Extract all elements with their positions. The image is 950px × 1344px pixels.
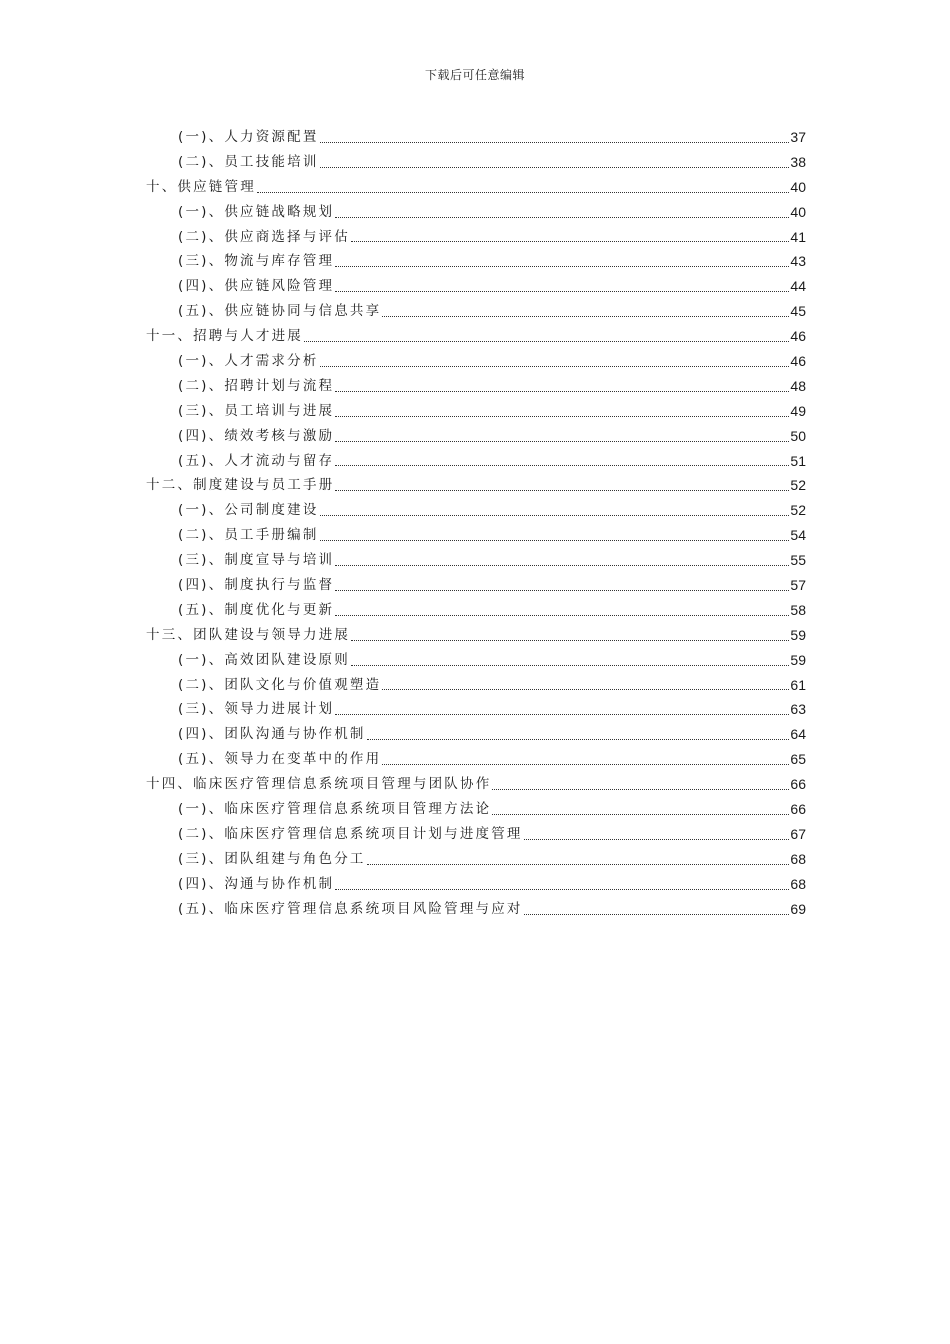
toc-section-entry[interactable] bbox=[146, 747, 806, 772]
toc-section-entry[interactable] bbox=[146, 548, 806, 573]
toc-dot-leader bbox=[351, 665, 789, 666]
toc-entry-title: (一)、公司制度建设 bbox=[178, 502, 319, 519]
toc-entry-title: (五)、领导力在变革中的作用 bbox=[178, 751, 382, 768]
toc-chapter-entry[interactable] bbox=[146, 772, 806, 797]
toc-chapter-entry[interactable] bbox=[146, 473, 806, 498]
toc-dot-leader bbox=[335, 416, 789, 417]
toc-entry-title: (四)、团队沟通与协作机制 bbox=[178, 726, 366, 743]
toc-entry-page-number: 49 bbox=[790, 402, 806, 419]
toc-entry-page-number: 55 bbox=[790, 552, 806, 569]
toc-entry-page-number: 43 bbox=[790, 253, 806, 270]
toc-section-entry[interactable] bbox=[146, 274, 806, 299]
toc-dot-leader bbox=[492, 814, 789, 815]
toc-dot-leader bbox=[335, 441, 789, 442]
toc-entry-page-number: 50 bbox=[790, 427, 806, 444]
toc-section-entry[interactable] bbox=[146, 225, 806, 250]
toc-dot-leader bbox=[335, 465, 789, 466]
toc-entry-title: (三)、物流与库存管理 bbox=[178, 253, 335, 270]
toc-dot-leader bbox=[351, 640, 789, 641]
toc-section-entry[interactable] bbox=[146, 673, 806, 698]
toc-entry-page-number: 66 bbox=[790, 801, 806, 818]
toc-entry-page-number: 40 bbox=[790, 203, 806, 220]
toc-dot-leader bbox=[320, 515, 790, 516]
toc-dot-leader bbox=[335, 889, 789, 890]
toc-entry-page-number: 65 bbox=[790, 751, 806, 768]
toc-entry-title: (二)、员工技能培训 bbox=[178, 153, 319, 170]
toc-chapter-entry[interactable] bbox=[146, 623, 806, 648]
toc-entry-title: (三)、领导力进展计划 bbox=[178, 701, 335, 718]
toc-entry-page-number: 68 bbox=[790, 850, 806, 867]
toc-dot-leader bbox=[335, 490, 789, 491]
toc-entry-page-number: 44 bbox=[790, 278, 806, 295]
toc-entry-title: (二)、临床医疗管理信息系统项目计划与进度管理 bbox=[178, 825, 523, 842]
toc-dot-leader bbox=[335, 590, 789, 591]
toc-section-entry[interactable] bbox=[146, 797, 806, 822]
toc-entry-page-number: 46 bbox=[790, 328, 806, 345]
toc-entry-title: 十一、招聘与人才进展 bbox=[146, 328, 303, 345]
toc-entry-page-number: 45 bbox=[790, 303, 806, 320]
toc-dot-leader bbox=[382, 764, 789, 765]
toc-dot-leader bbox=[382, 316, 789, 317]
toc-entry-title: (一)、人才需求分析 bbox=[178, 353, 319, 369]
toc-entry-title: (四)、绩效考核与激励 bbox=[178, 427, 335, 444]
toc-entry-title: (一)、高效团队建设原则 bbox=[178, 651, 350, 668]
table-of-contents bbox=[146, 125, 806, 922]
toc-entry-title: (三)、员工培训与进展 bbox=[178, 402, 335, 419]
toc-section-entry[interactable] bbox=[146, 822, 806, 847]
toc-dot-leader bbox=[335, 615, 789, 616]
toc-entry-title: 十四、临床医疗管理信息系统项目管理与团队协作 bbox=[146, 776, 492, 793]
toc-entry-page-number: 63 bbox=[790, 701, 806, 718]
toc-entry-title: (五)、人才流动与留存 bbox=[178, 452, 335, 469]
toc-entry-page-number: 68 bbox=[790, 875, 806, 892]
toc-entry-page-number: 48 bbox=[790, 377, 806, 394]
toc-section-entry[interactable] bbox=[146, 150, 806, 175]
toc-dot-leader bbox=[257, 192, 790, 193]
toc-entry-title: 十三、团队建设与领导力进展 bbox=[146, 626, 351, 643]
toc-dot-leader bbox=[320, 366, 790, 367]
toc-entry-title: (五)、供应链协同与信息共享 bbox=[178, 303, 382, 320]
toc-section-entry[interactable] bbox=[146, 349, 806, 374]
toc-section-entry[interactable] bbox=[146, 847, 806, 872]
toc-dot-leader bbox=[335, 266, 789, 267]
toc-entry-page-number: 38 bbox=[790, 153, 806, 170]
toc-entry-page-number: 41 bbox=[790, 228, 806, 245]
toc-entry-page-number: 61 bbox=[790, 676, 806, 693]
toc-dot-leader bbox=[351, 241, 789, 242]
toc-section-entry[interactable] bbox=[146, 523, 806, 548]
toc-dot-leader bbox=[320, 167, 790, 168]
toc-entry-page-number: 64 bbox=[790, 726, 806, 743]
toc-entry-title: (二)、员工手册编制 bbox=[178, 527, 319, 544]
toc-entry-title: (二)、团队文化与价值观塑造 bbox=[178, 676, 382, 693]
toc-entry-page-number: 54 bbox=[790, 527, 806, 544]
toc-section-entry[interactable] bbox=[146, 897, 806, 922]
toc-entry-title: (五)、临床医疗管理信息系统项目风险管理与应对 bbox=[178, 900, 523, 917]
toc-entry-title: (五)、制度优化与更新 bbox=[178, 601, 335, 618]
toc-section-entry[interactable] bbox=[146, 722, 806, 747]
toc-dot-leader bbox=[335, 565, 789, 566]
toc-section-entry[interactable] bbox=[146, 598, 806, 623]
toc-section-entry[interactable] bbox=[146, 449, 806, 474]
toc-entry-page-number: 37 bbox=[790, 128, 806, 145]
toc-entry-title: 十二、制度建设与员工手册 bbox=[146, 477, 335, 494]
toc-entry-title: (三)、制度宣导与培训 bbox=[178, 552, 335, 569]
toc-dot-leader bbox=[304, 341, 789, 342]
toc-section-entry[interactable] bbox=[146, 399, 806, 424]
toc-entry-page-number: 51 bbox=[790, 452, 806, 469]
toc-entry-title: 十、供应链管理 bbox=[146, 178, 256, 195]
toc-entry-page-number: 52 bbox=[790, 502, 806, 519]
toc-dot-leader bbox=[320, 142, 790, 143]
toc-section-entry[interactable] bbox=[146, 249, 806, 274]
toc-section-entry[interactable] bbox=[146, 299, 806, 324]
toc-dot-leader bbox=[524, 914, 790, 915]
toc-entry-title: (二)、供应商选择与评估 bbox=[178, 228, 350, 245]
toc-entry-title: (四)、供应链风险管理 bbox=[178, 278, 335, 295]
toc-section-entry[interactable] bbox=[146, 573, 806, 598]
toc-entry-page-number: 66 bbox=[790, 776, 806, 793]
toc-entry-page-number: 59 bbox=[790, 651, 806, 668]
toc-section-entry[interactable] bbox=[146, 648, 806, 673]
toc-entry-page-number: 67 bbox=[790, 825, 806, 842]
toc-dot-leader bbox=[382, 689, 789, 690]
toc-entry-page-number: 58 bbox=[790, 601, 806, 618]
toc-entry-title: (四)、沟通与协作机制 bbox=[178, 875, 335, 892]
toc-section-entry[interactable] bbox=[146, 200, 806, 225]
toc-entry-page-number: 69 bbox=[790, 900, 806, 917]
toc-dot-leader bbox=[335, 217, 789, 218]
toc-dot-leader bbox=[492, 789, 789, 790]
toc-section-entry[interactable] bbox=[146, 697, 806, 722]
toc-section-entry[interactable] bbox=[146, 424, 806, 449]
toc-entry-page-number: 40 bbox=[790, 178, 806, 195]
toc-section-entry[interactable] bbox=[146, 374, 806, 399]
toc-dot-leader bbox=[335, 291, 789, 292]
toc-dot-leader bbox=[367, 739, 790, 740]
toc-entry-title: (一)、供应链战略规划 bbox=[178, 203, 335, 220]
toc-dot-leader bbox=[320, 540, 790, 541]
toc-entry-page-number: 59 bbox=[790, 626, 806, 643]
toc-chapter-entry[interactable] bbox=[146, 324, 806, 349]
toc-entry-title: (二)、招聘计划与流程 bbox=[178, 377, 335, 394]
toc-dot-leader bbox=[524, 839, 790, 840]
toc-entry-title: (一)、人力资源配置 bbox=[178, 128, 319, 145]
toc-dot-leader bbox=[335, 714, 789, 715]
toc-entry-page-number: 46 bbox=[790, 353, 806, 369]
toc-dot-leader bbox=[367, 864, 790, 865]
toc-chapter-entry[interactable] bbox=[146, 175, 806, 200]
toc-section-entry[interactable] bbox=[146, 125, 806, 150]
toc-entry-page-number: 52 bbox=[790, 477, 806, 494]
page-header: 下载后可任意编辑 bbox=[424, 68, 525, 82]
toc-entry-title: (四)、制度执行与监督 bbox=[178, 577, 335, 594]
toc-entry-page-number: 57 bbox=[790, 577, 806, 594]
toc-entry-title: (一)、临床医疗管理信息系统项目管理方法论 bbox=[178, 801, 492, 818]
toc-section-entry[interactable] bbox=[146, 498, 806, 523]
toc-entry-title: (三)、团队组建与角色分工 bbox=[178, 850, 366, 867]
toc-section-entry[interactable] bbox=[146, 872, 806, 897]
toc-dot-leader bbox=[335, 391, 789, 392]
